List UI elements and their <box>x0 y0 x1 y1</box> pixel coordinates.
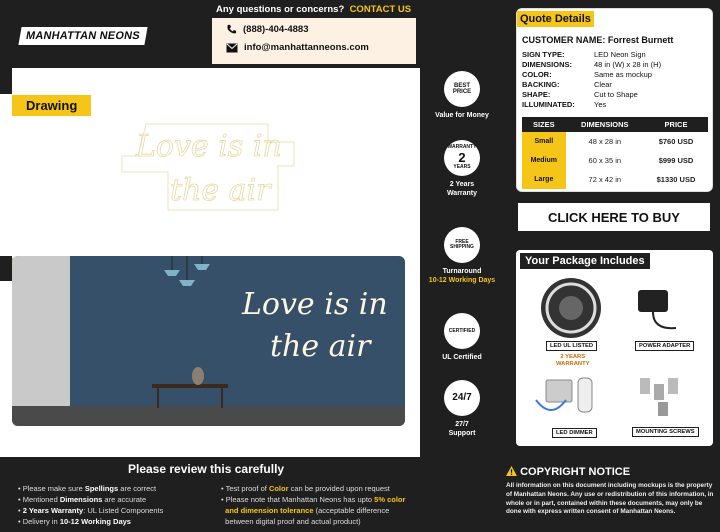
review-item: and dimension tolerance (acceptable difference <box>225 505 390 515</box>
email-row[interactable] <box>226 42 369 53</box>
review-item: • Mentioned Dimensions are accurate <box>18 494 147 504</box>
power-adapter-icon <box>638 290 676 328</box>
support-badge <box>420 380 504 439</box>
price-row[interactable]: Small 48 x 28 in $760 USD <box>522 132 708 151</box>
footer <box>0 457 720 532</box>
warranty-badge <box>420 140 504 199</box>
warning-icon <box>506 466 517 476</box>
phone-number: (888)-404-4883 <box>243 24 309 35</box>
mail-icon <box>226 43 238 53</box>
certified-icon: CERTIFIED <box>444 313 480 349</box>
pendant-lamp <box>194 264 210 270</box>
quote-details-card <box>516 8 713 192</box>
mockup-neon-line1: Love is in <box>242 287 388 322</box>
truck-icon: FREE SHIPPING <box>444 227 480 263</box>
question-text: Any questions or concerns? <box>216 4 345 15</box>
dimmer-icon <box>536 378 592 412</box>
left-accent-bar <box>0 68 12 94</box>
price-row[interactable]: Medium 60 x 35 in $999 USD <box>522 151 708 170</box>
warranty-icon: WARRANTY 2 YEARS <box>444 140 480 176</box>
package-card <box>516 250 713 446</box>
brand-logo[interactable]: MANHATTAN NEONS <box>18 27 147 45</box>
spec-row: BACKING: Clear <box>522 80 612 89</box>
review-list-right <box>221 484 451 528</box>
contact-box <box>212 18 416 64</box>
customer-name: CUSTOMER NAME: Forrest Burnett <box>522 35 674 45</box>
copyright-heading <box>506 466 630 478</box>
contact-prompt <box>216 4 411 15</box>
warranty-label-2: Warranty <box>446 190 478 198</box>
package-item-screws: MOUNTING SCREWS <box>632 427 699 437</box>
ul-badge <box>420 313 504 362</box>
led-strip-icon <box>541 278 601 338</box>
mounting-screws-icon <box>640 378 678 416</box>
pendant-lamp <box>164 270 180 276</box>
spec-row: COLOR: Same as mockup <box>522 70 652 79</box>
best-price-icon: BEST PRICE <box>444 71 480 107</box>
contact-us-link[interactable]: CONTACT US <box>349 4 412 15</box>
email-address: info@manhattanneons.com <box>244 42 369 53</box>
price-table <box>522 117 708 189</box>
review-item: • Please make sure Spellings are correct <box>18 484 157 493</box>
footer-title: Please review this carefully <box>128 462 285 476</box>
package-item-adapter: POWER ADAPTER <box>635 341 694 351</box>
package-warranty-note: 2 YEARS WARRANTY <box>556 354 590 367</box>
warranty-label-1: 2 Years <box>449 181 475 188</box>
price-table-header: SIZES DIMENSIONS PRICE <box>522 117 708 132</box>
vase <box>192 367 204 385</box>
neon-drawing-outline <box>118 116 308 216</box>
best-price-badge <box>420 71 504 120</box>
features-column <box>420 68 504 457</box>
drawing-label: Drawing <box>12 95 91 116</box>
spec-row: SIGN TYPE: LED Neon Sign <box>522 50 646 59</box>
best-price-label: Value for Money <box>435 112 489 119</box>
turnaround-days: 10-12 Working Days <box>428 277 496 285</box>
review-item: • Please note that Manhattan Neons has upto 5% color <box>221 494 406 504</box>
mockup-scene <box>12 256 405 426</box>
quote-title: Quote Details <box>517 11 594 27</box>
price-row[interactable]: Large 72 x 42 in $1330 USD <box>522 170 708 189</box>
support-label-2: Support <box>448 430 476 438</box>
side-table <box>152 384 228 388</box>
review-list-left <box>18 484 163 528</box>
phone-icon <box>226 24 237 35</box>
support-label-1: 27/7 <box>455 421 469 428</box>
review-item: • Delivery in 10-12 Working Days <box>18 516 131 526</box>
mockup-image <box>12 256 405 426</box>
package-item-dimmer: LED DIMMER <box>552 428 597 438</box>
shipping-badge <box>420 227 504 286</box>
package-item-led: LED UL LISTED <box>546 341 597 351</box>
package-title: Your Package Includes <box>520 253 650 269</box>
spec-row: ILLUMINATED: Yes <box>522 100 607 109</box>
buy-button[interactable]: CLICK HERE TO BUY <box>516 201 712 233</box>
support-icon: 24/7 <box>444 380 480 416</box>
review-item: between digital proof and actual product) <box>225 516 361 526</box>
copyright-title: COPYRIGHT NOTICE <box>520 466 631 478</box>
mockup-accent-bar <box>0 256 12 281</box>
spec-row: DIMENSIONS: 48 in (W) x 28 in (H) <box>522 60 662 69</box>
phone-row[interactable] <box>226 24 309 35</box>
pendant-lamp <box>179 280 195 286</box>
review-item: • 2 Years Warranty: UL Listed Components <box>18 505 164 515</box>
review-item: • Test proof of Color can be provided upon request <box>221 484 390 493</box>
mockup-neon-line2: the air <box>270 329 371 364</box>
ul-label: UL Certified <box>442 354 482 361</box>
copyright-text: All information on this document including mockups is the property of Manhattan Neons. Any use or redistribution of this information, in whole or in part, contained within these documents, may only be done with express written consent of Manhattan Neons. <box>506 482 714 516</box>
drawing-line1: Love is in <box>136 129 282 164</box>
header-bar <box>0 0 510 68</box>
turnaround-label: Turnaround <box>442 268 482 275</box>
drawing-line2: the air <box>170 173 271 208</box>
spec-row: SHAPE: Cut to Shape <box>522 90 638 99</box>
